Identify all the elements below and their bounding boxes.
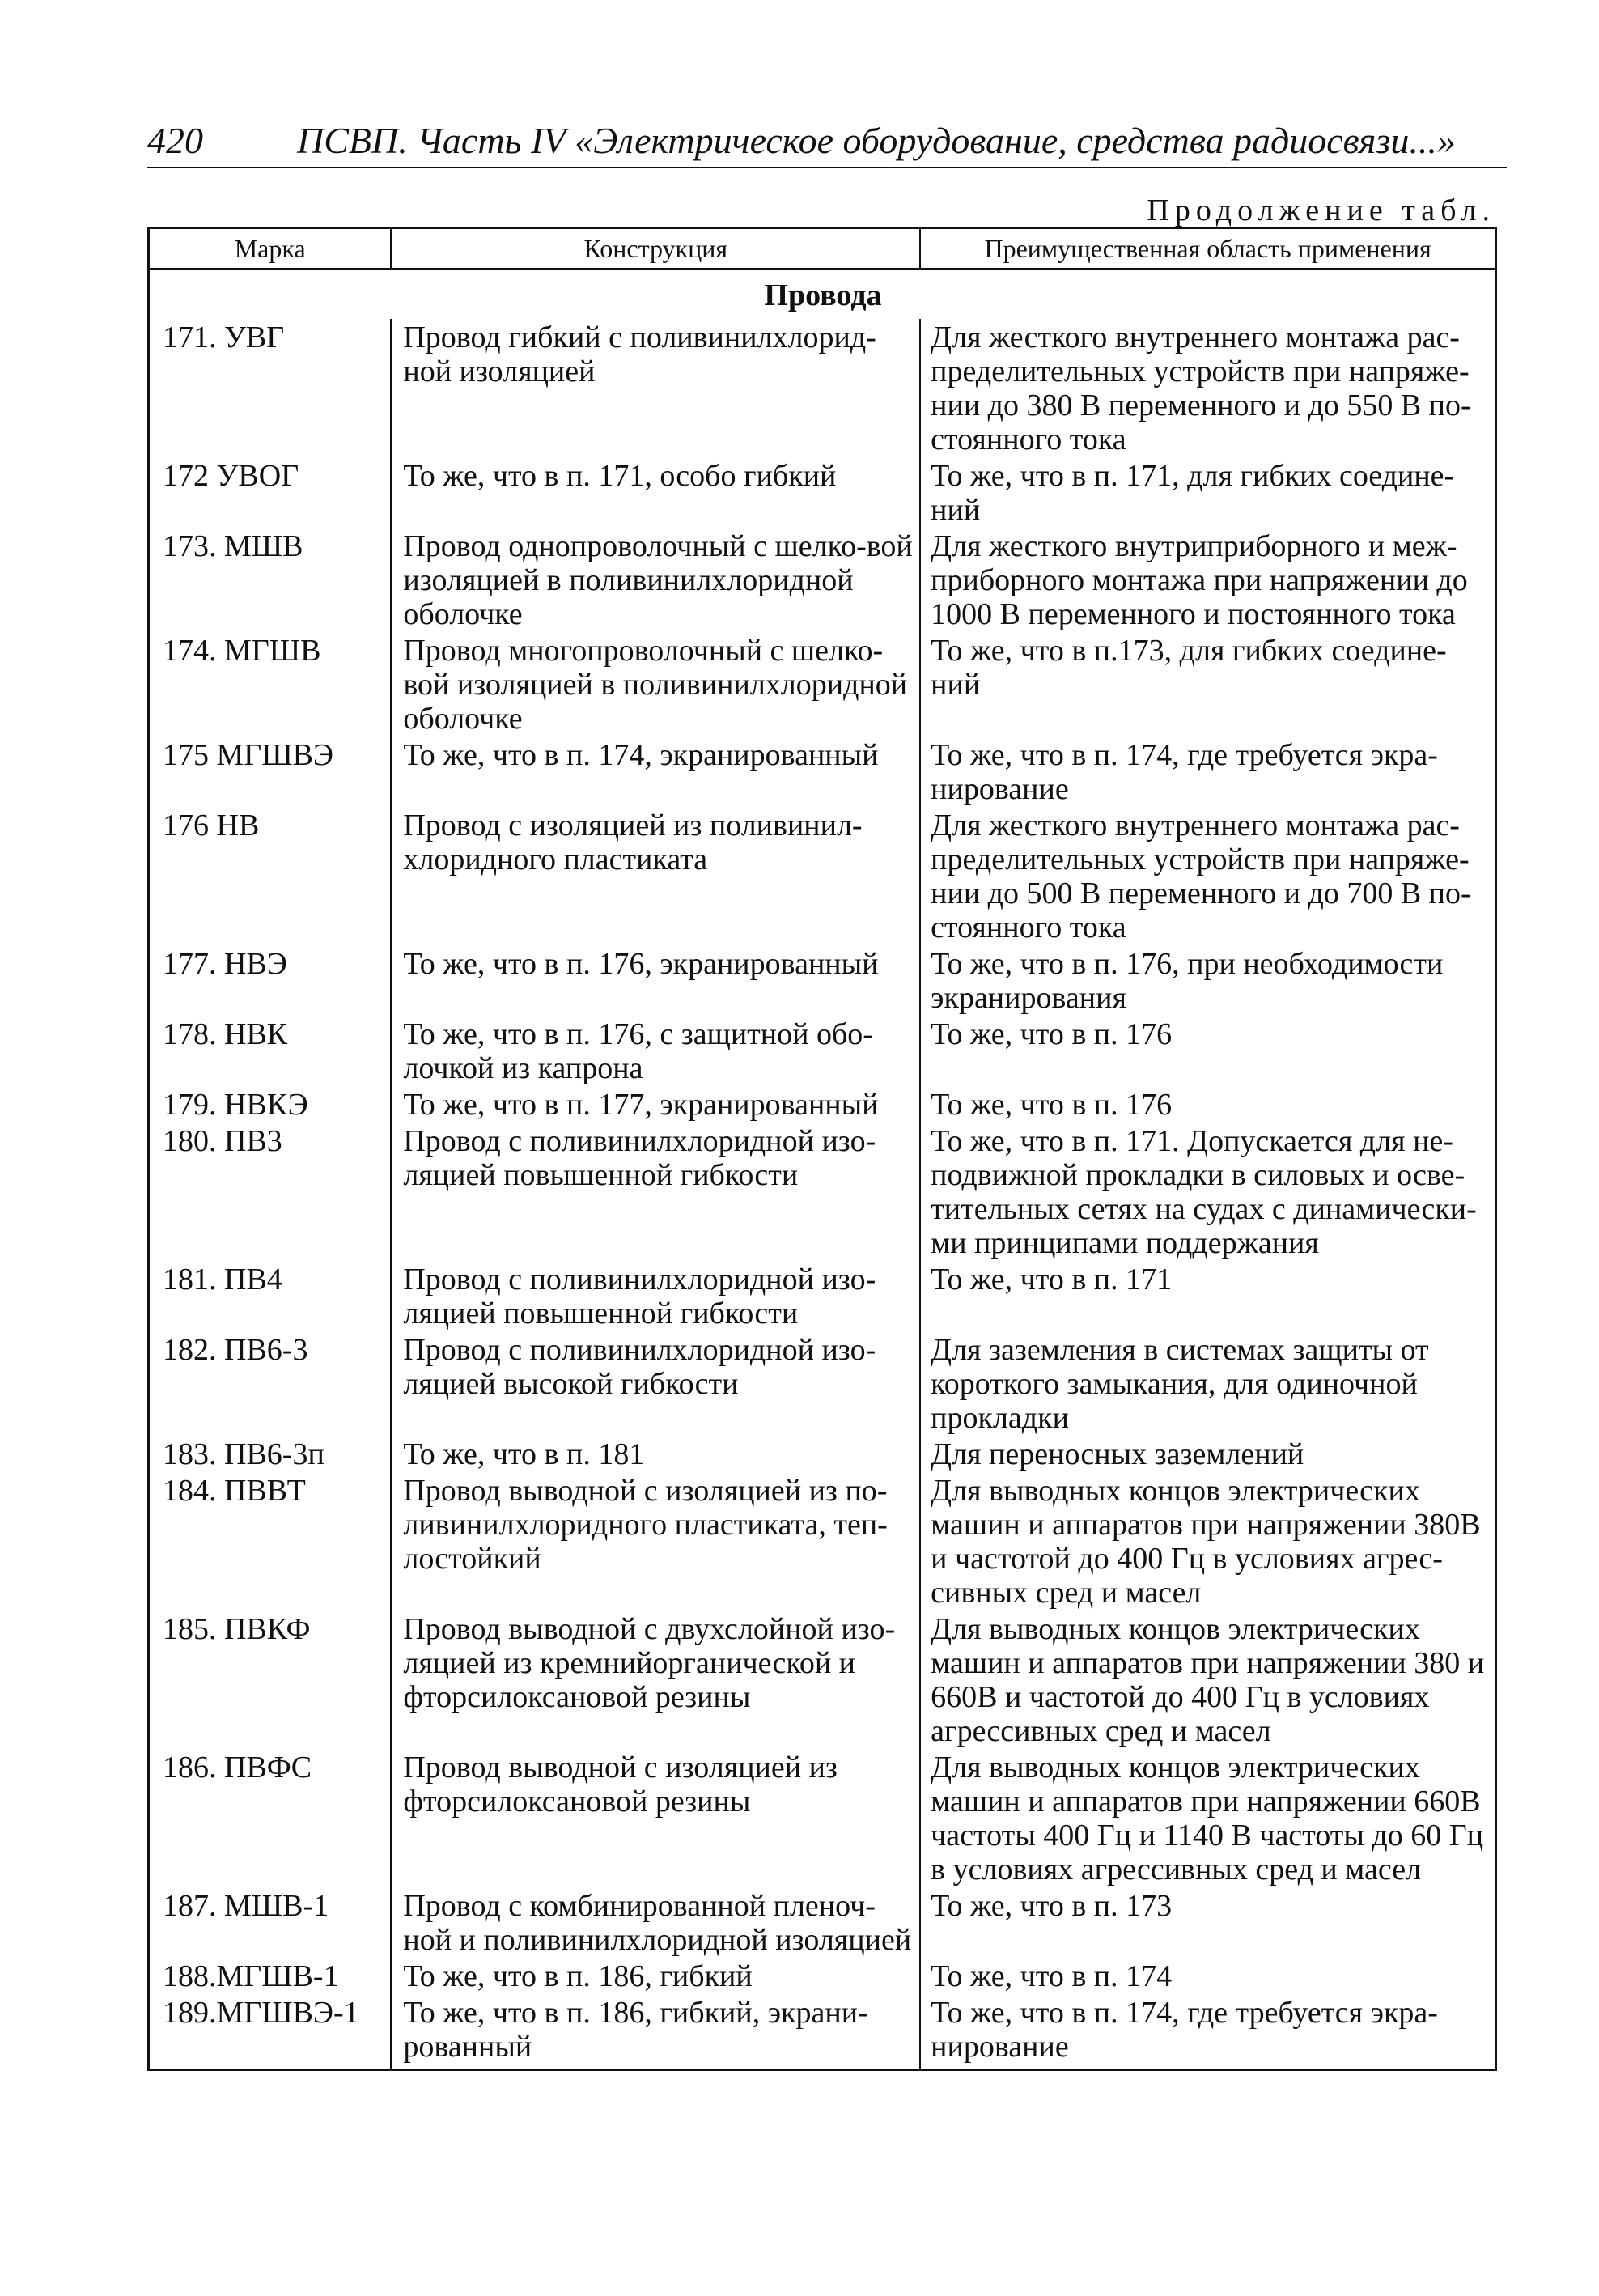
cell-construction: Провод многопроволочный с шелко-вой изоляцией в поливинилхлоридной оболочке — [391, 632, 920, 736]
cell-construction: То же, что в п. 174, экранированный — [391, 736, 920, 807]
table-row — [149, 807, 1496, 945]
section-row — [149, 269, 1496, 320]
cell-application: Для выводных концов электрических машин и аппаратов при напряжении 380 и 660В и частотой до 400 Гц в условиях агрессивных сред и масел — [920, 1611, 1495, 1749]
cell-application: То же, что в п. 171. Допускается для не-подвижной прокладки в силовых и осве-тительных сетях на судах с динамически-ми принципами поддержания — [920, 1123, 1495, 1261]
cell-application: Для жесткого внутриприборного и меж-приборного монтажа при напряжении до 1000 В переменного и постоянного тока — [920, 528, 1495, 632]
table-row — [149, 945, 1496, 1016]
cell-mark: 184. ПВВТ — [149, 1472, 392, 1611]
cell-construction: Провод выводной с изоляцией из фторсилоксановой резины — [391, 1749, 920, 1887]
column-header-application: Преимущественная область применения — [920, 228, 1495, 269]
table-row — [149, 457, 1496, 528]
cell-application: То же, что в п. 176 — [920, 1016, 1495, 1086]
cell-application: То же, что в п. 176, при необходимости экранирования — [920, 945, 1495, 1016]
table-body — [149, 269, 1496, 2070]
cell-application: То же, что в п. 176 — [920, 1086, 1495, 1123]
table-row — [149, 1331, 1496, 1436]
cell-construction: Провод с поливинилхлоридной изо-ляцией повышенной гибкости — [391, 1123, 920, 1261]
table-continuation-label: Продолжение табл. — [1147, 193, 1495, 227]
table-row — [149, 1016, 1496, 1086]
cell-mark: 172 УВОГ — [149, 457, 392, 528]
cell-application: Для жесткого внутреннего монтажа рас-пределительных устройств при напряже-нии до 500 В переменного и до 700 В по-стоянного тока — [920, 807, 1495, 945]
table-row — [149, 1994, 1496, 2070]
cell-construction: Провод гибкий с поливинилхлорид-ной изоляцией — [391, 319, 920, 457]
table-row — [149, 1611, 1496, 1749]
cell-construction: То же, что в п. 177, экранированный — [391, 1086, 920, 1123]
cell-mark: 183. ПВ6-3п — [149, 1436, 392, 1472]
cell-application: То же, что в п. 171 — [920, 1261, 1495, 1331]
cell-application: То же, что в п. 174, где требуется экра-нирование — [920, 1994, 1495, 2070]
cell-mark: 178. НВК — [149, 1016, 392, 1086]
section-title: Провода — [764, 278, 882, 312]
table-row — [149, 319, 1496, 457]
cell-construction: Провод выводной с двухслойной изо-ляцией из кремнийорганической и фторсилоксановой резины — [391, 1611, 920, 1749]
cable-table — [147, 227, 1497, 2071]
cell-construction: Провод с поливинилхлоридной изо-ляцией повышенной гибкости — [391, 1261, 920, 1331]
table-row — [149, 528, 1496, 632]
table-row — [149, 1261, 1496, 1331]
table-row — [149, 1887, 1496, 1958]
table-row — [149, 1123, 1496, 1261]
table-row — [149, 1086, 1496, 1123]
page-number: 420 — [147, 120, 203, 161]
table-row — [149, 1472, 1496, 1611]
cell-application: То же, что в п. 174, где требуется экра-нирование — [920, 736, 1495, 807]
cell-mark: 177. НВЭ — [149, 945, 392, 1016]
cell-mark: 171. УВГ — [149, 319, 392, 457]
table-row — [149, 632, 1496, 736]
cell-construction: То же, что в п. 171, особо гибкий — [391, 457, 920, 528]
column-header-construction: Конструкция — [391, 228, 920, 269]
cell-mark: 175 МГШВЭ — [149, 736, 392, 807]
cell-mark: 185. ПВКФ — [149, 1611, 392, 1749]
cell-construction: То же, что в п. 176, экранированный — [391, 945, 920, 1016]
table-row — [149, 1749, 1496, 1887]
cell-application: Для жесткого внутреннего монтажа рас-пределительных устройств при напряже-нии до 380 В переменного и до 550 В по-стоянного тока — [920, 319, 1495, 457]
cell-mark: 181. ПВ4 — [149, 1261, 392, 1331]
cell-application: То же, что в п. 174 — [920, 1958, 1495, 1994]
table-row — [149, 1958, 1496, 1994]
cell-construction: То же, что в п. 186, гибкий — [391, 1958, 920, 1994]
cell-mark: 180. ПВ3 — [149, 1123, 392, 1261]
cell-construction: То же, что в п. 186, гибкий, экрани-рованный — [391, 1994, 920, 2070]
running-title: ПСВП. Часть IV «Электрическое оборудование, средства радиосвязи...» — [297, 120, 1456, 161]
cell-application: То же, что в п.173, для гибких соедине-ний — [920, 632, 1495, 736]
cell-mark: 189.МГШВЭ-1 — [149, 1994, 392, 2070]
cell-application: Для выводных концов электрических машин и аппаратов при напряжении 380В и частотой до 400 Гц в условиях агрес-сивных сред и масел — [920, 1472, 1495, 1611]
cell-application: То же, что в п. 171, для гибких соедине-ний — [920, 457, 1495, 528]
cell-mark: 188.МГШВ-1 — [149, 1958, 392, 1994]
cell-construction: Провод однопроволочный с шелко-вой изоляцией в поливинилхлоридной оболочке — [391, 528, 920, 632]
cell-mark: 176 НВ — [149, 807, 392, 945]
cell-construction: То же, что в п. 176, с защитной обо-лочкой из капрона — [391, 1016, 920, 1086]
cell-mark: 182. ПВ6-3 — [149, 1331, 392, 1436]
column-header-mark: Марка — [149, 228, 392, 269]
page-header — [147, 118, 1507, 168]
cell-mark: 187. МШВ-1 — [149, 1887, 392, 1958]
cell-mark: 186. ПВФС — [149, 1749, 392, 1887]
cell-construction: То же, что в п. 181 — [391, 1436, 920, 1472]
cell-construction: Провод с комбинированной пленоч-ной и поливинилхлоридной изоляцией — [391, 1887, 920, 1958]
cell-construction: Провод с поливинилхлоридной изо-ляцией высокой гибкости — [391, 1331, 920, 1436]
table-row — [149, 1436, 1496, 1472]
cell-application: Для переносных заземлений — [920, 1436, 1495, 1472]
cell-application: То же, что в п. 173 — [920, 1887, 1495, 1958]
cell-construction: Провод с изоляцией из поливинил-хлоридного пластиката — [391, 807, 920, 945]
cell-application: Для выводных концов электрических машин и аппаратов при напряжении 660В частоты 400 Гц и 1140 В частоты до 60 Гц в условиях агрессивных сред и масел — [920, 1749, 1495, 1887]
cell-application: Для заземления в системах защиты от короткого замыкания, для одиночной прокладки — [920, 1331, 1495, 1436]
cell-mark: 179. НВКЭ — [149, 1086, 392, 1123]
cell-mark: 174. МГШВ — [149, 632, 392, 736]
cell-construction: Провод выводной с изоляцией из по-ливинилхлоридного пластиката, теп-лостойкий — [391, 1472, 920, 1611]
table-header-row — [149, 228, 1496, 269]
cell-mark: 173. МШВ — [149, 528, 392, 632]
table-row — [149, 736, 1496, 807]
